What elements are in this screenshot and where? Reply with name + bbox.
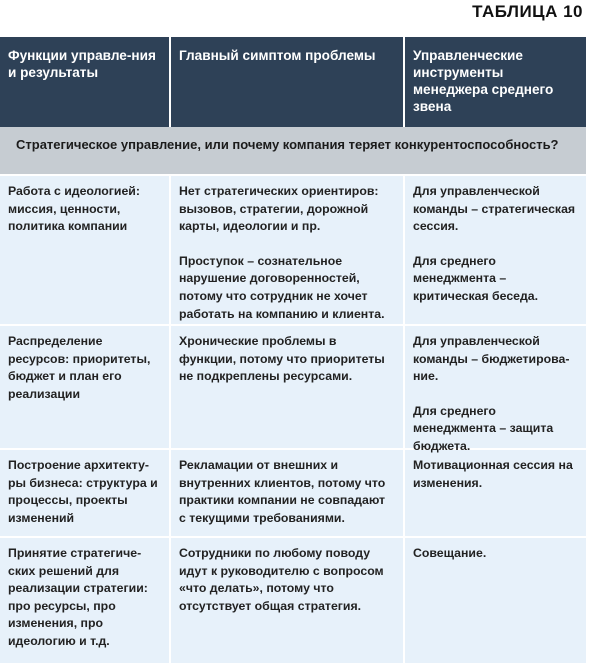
- function-cell: [0, 176, 169, 324]
- symptom-text: Нет стратегических ориентиров: вызовов, стратегии, дорожной карты, идеологии и пр.: [179, 184, 379, 234]
- tools-cell: [403, 326, 586, 453]
- function-text: Распределение ресурсов: приоритеты, бюджет и план его реализации: [8, 334, 151, 401]
- function-cell: [0, 326, 169, 448]
- function-cell: [0, 538, 169, 663]
- symptom-text: Хронические проблемы в функции, потому что приоритеты не подкреплены ресурсами.: [179, 334, 385, 384]
- tools-cell: [403, 176, 586, 324]
- symptom-cell: [169, 450, 403, 536]
- symptom-cell: [169, 538, 403, 663]
- tools-cell: [403, 538, 586, 663]
- section-title: Стратегическое управление, или почему компания теряет конкурентоспособность?: [0, 127, 586, 174]
- header-functions: Функции управле-ния и результаты: [8, 48, 156, 80]
- symptom-text: Рекламации от внешних и внутренних клиентов, потому что практики компании не совпадают с текущими требованиями.: [179, 458, 386, 525]
- function-text: Работа с идеологией: миссия, ценности, политика компании: [8, 184, 140, 234]
- tool-text: Для управленческой команды – стратегическая сессия.: [413, 184, 576, 234]
- table-header-row: [0, 37, 586, 127]
- table-number-label: ТАБЛИЦА 10: [472, 2, 583, 21]
- symptom-cell: [169, 326, 403, 448]
- tool-text: Совещание.: [413, 546, 487, 560]
- tool-text: Для среднего менеджмента – критическая беседа.: [413, 253, 539, 303]
- function-text: Принятие стратегиче-ских решений для реализации стратегии: про ресурсы, про изменения, про идеологию и т.д.: [8, 546, 148, 648]
- table-row: [0, 174, 586, 324]
- symptom-text: Сотрудники по любому поводу идут к руководителю с вопросом «что делать», потому что отсутствует общая стратегия.: [179, 546, 384, 613]
- header-symptom: Главный симптом проблемы: [169, 37, 403, 127]
- function-cell: [0, 450, 169, 536]
- header-tools: Управленческие инструменты менеджера среднего звена: [403, 37, 586, 127]
- table-row: [0, 536, 586, 663]
- management-table: [0, 37, 586, 663]
- table-row: [0, 448, 586, 536]
- tool-text: Мотивационная сессия на изменения.: [413, 458, 573, 490]
- tool-text: Для среднего менеджмента – защита бюджета.: [413, 403, 554, 453]
- symptom-cell: [169, 176, 403, 324]
- table-row: [0, 324, 586, 453]
- tool-text: Для управленческой команды – бюджетирова-ние.: [413, 334, 570, 384]
- function-text: Построение архитекту-ры бизнеса: структура и процессы, проекты изменений: [8, 458, 158, 525]
- symptom-text: Проступок – сознательное нарушение договоренностей, потому что сотрудник не хочет работать на компанию и клиента.: [179, 253, 385, 321]
- tools-cell: [403, 450, 586, 536]
